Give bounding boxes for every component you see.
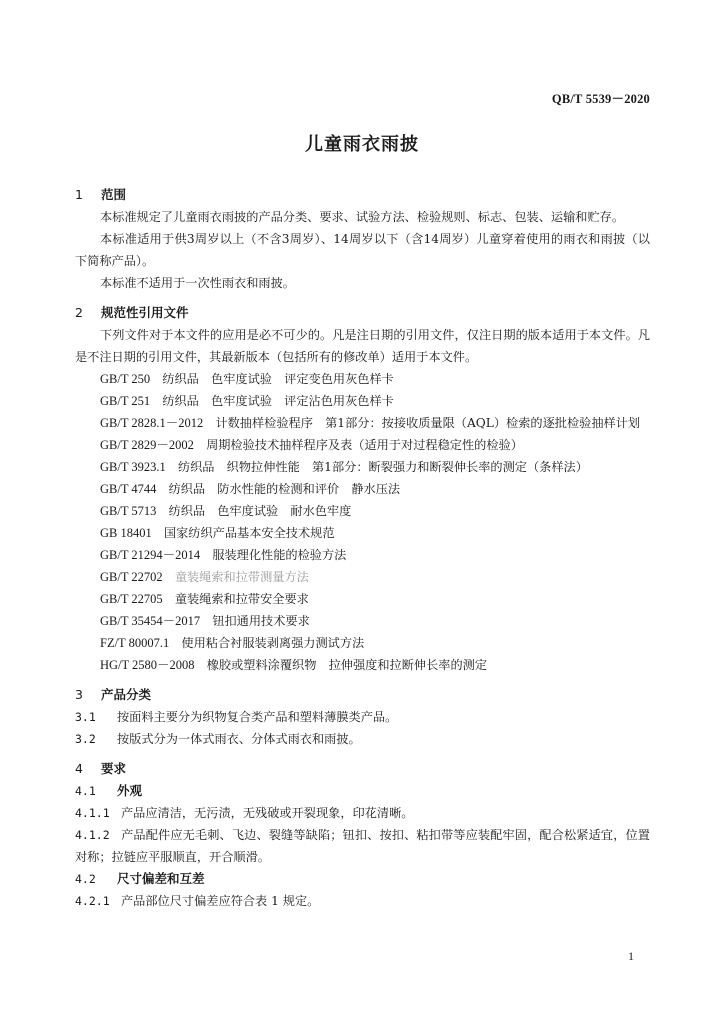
clause-number: 4.1.2 <box>75 828 110 842</box>
paragraph: 下列文件对于本文件的应用是必不可少的。凡是注日期的引用文件，仅注日期的版本适用于本文件。凡是不注日期的引用文件，其最新版本（包括所有的修改单）适用于本文件。 <box>75 328 650 364</box>
section-heading-scope <box>75 184 650 206</box>
reference-code: GB/T 22702 <box>100 570 163 584</box>
reference-title: 童装绳索和拉带安全要求 <box>174 592 309 606</box>
subsection-number: 4.1 <box>75 784 96 798</box>
reference-code: GB/T 2828.1－2012 <box>100 416 204 430</box>
reference-item <box>75 390 650 412</box>
reference-title: 计数抽样检验程序 第1部分：按接收质量限（AQL）检索的逐批检验抽样计划 <box>215 416 641 430</box>
reference-item <box>75 654 650 676</box>
paragraph: 本标准规定了儿童雨衣雨披的产品分类、要求、试验方法、检验规则、标志、包装、运输和贮存。 <box>100 210 625 224</box>
reference-item <box>75 632 650 654</box>
reference-title: 橡胶或塑料涂覆织物 拉伸强度和拉断伸长率的测定 <box>206 658 488 672</box>
reference-title: 童装绳索和拉带测量方法 <box>174 570 309 584</box>
clause-number: 3.2 <box>75 732 96 746</box>
clause-text: 按面料主要分为织物复合类产品和塑料薄膜类产品。 <box>117 710 398 724</box>
subsection-heading-appearance <box>75 780 650 802</box>
reference-item <box>75 522 650 544</box>
reference-item <box>75 434 650 456</box>
clause-number: 3.1 <box>75 710 96 724</box>
subsection-title: 外观 <box>117 783 143 798</box>
section-heading-normative-references <box>75 302 650 324</box>
clause-text: 产品部位尺寸偏差应符合表 1 规定。 <box>121 894 320 908</box>
section-number: 2 <box>75 305 83 320</box>
reference-title: 纺织品 色牢度试验 耐水色牢度 <box>168 504 352 518</box>
clause-text: 产品应清洁，无污渍，无残破或开裂现象，印花清晰。 <box>121 806 414 820</box>
section-number: 3 <box>75 687 83 702</box>
section-heading-classification <box>75 684 650 706</box>
reference-code: GB/T 3923.1 <box>100 460 166 474</box>
clause-text: 产品配件应无毛刺、飞边、裂缝等缺陷；钮扣、按扣、粘扣带等应装配牢固，配合松紧适宜，位置对称；拉链应平服顺直，开合顺滑。 <box>75 828 650 864</box>
reference-code: GB/T 4744 <box>100 482 157 496</box>
reference-title: 国家纺织产品基本安全技术规范 <box>163 526 335 540</box>
reference-item <box>75 566 650 588</box>
clause-number: 4.2.1 <box>75 894 110 908</box>
clause <box>75 824 650 868</box>
reference-code: FZ/T 80007.1 <box>100 636 170 650</box>
reference-code: HG/T 2580－2008 <box>100 658 195 672</box>
reference-title: 钮扣通用技术要求 <box>212 614 310 628</box>
reference-code: GB/T 21294－2014 <box>100 548 201 562</box>
reference-title: 周期检验技术抽样程序及表（适用于对过程稳定性的检验） <box>206 438 523 452</box>
reference-item <box>75 544 650 566</box>
clause <box>75 890 650 912</box>
reference-item <box>75 588 650 610</box>
reference-code: GB/T 2829－2002 <box>100 438 194 452</box>
reference-title: 服装理化性能的检验方法 <box>212 548 347 562</box>
section-number: 1 <box>75 187 83 202</box>
reference-code: GB/T 35454－2017 <box>100 614 201 628</box>
section-title: 规范性引用文件 <box>101 305 189 320</box>
section-heading-requirements <box>75 758 650 780</box>
reference-title: 纺织品 防水性能的检测和评价 静水压法 <box>168 482 401 496</box>
paragraph: 本标准适用于供3周岁以上（不含3周岁）、14周岁以下（含14周岁）儿童穿着使用的雨衣和雨披（以下简称产品）。 <box>75 232 650 268</box>
clause <box>75 728 650 750</box>
section-title: 范围 <box>101 187 127 202</box>
subsection-title: 尺寸偏差和互差 <box>117 871 205 886</box>
reference-code: GB/T 251 <box>100 394 151 408</box>
reference-item <box>75 456 650 478</box>
reference-title: 使用粘合衬服装剥离强力测试方法 <box>181 636 365 650</box>
reference-code: GB/T 5713 <box>100 504 157 518</box>
reference-item <box>75 610 650 632</box>
page-number: 1 <box>628 949 634 963</box>
reference-title: 纺织品 色牢度试验 评定沾色用灰色样卡 <box>162 394 394 408</box>
subsection-number: 4.2 <box>75 872 96 886</box>
standard-code: QB/T 5539－2020 <box>551 92 650 106</box>
clause-text: 按版式分为一体式雨衣、分体式雨衣和雨披。 <box>117 732 361 746</box>
reference-item <box>75 412 650 434</box>
reference-title: 纺织品 色牢度试验 评定变色用灰色样卡 <box>162 372 394 386</box>
clause <box>75 802 650 824</box>
reference-title: 纺织品 织物拉伸性能 第1部分：断裂强力和断裂伸长率的测定（条样法） <box>177 460 588 474</box>
reference-item <box>75 500 650 522</box>
document-body <box>75 184 650 912</box>
reference-code: GB/T 22705 <box>100 592 163 606</box>
document-title: 儿童雨衣雨披 <box>305 134 419 155</box>
clause-number: 4.1.1 <box>75 806 110 820</box>
reference-code: GB 18401 <box>100 526 152 540</box>
subsection-heading-size-deviation <box>75 868 650 890</box>
section-title: 要求 <box>101 761 127 776</box>
clause <box>75 706 650 728</box>
section-title: 产品分类 <box>101 687 152 702</box>
reference-item <box>75 368 650 390</box>
reference-item <box>75 478 650 500</box>
reference-code: GB/T 250 <box>100 372 151 386</box>
paragraph: 本标准不适用于一次性雨衣和雨披。 <box>100 276 295 290</box>
section-number: 4 <box>75 761 83 776</box>
